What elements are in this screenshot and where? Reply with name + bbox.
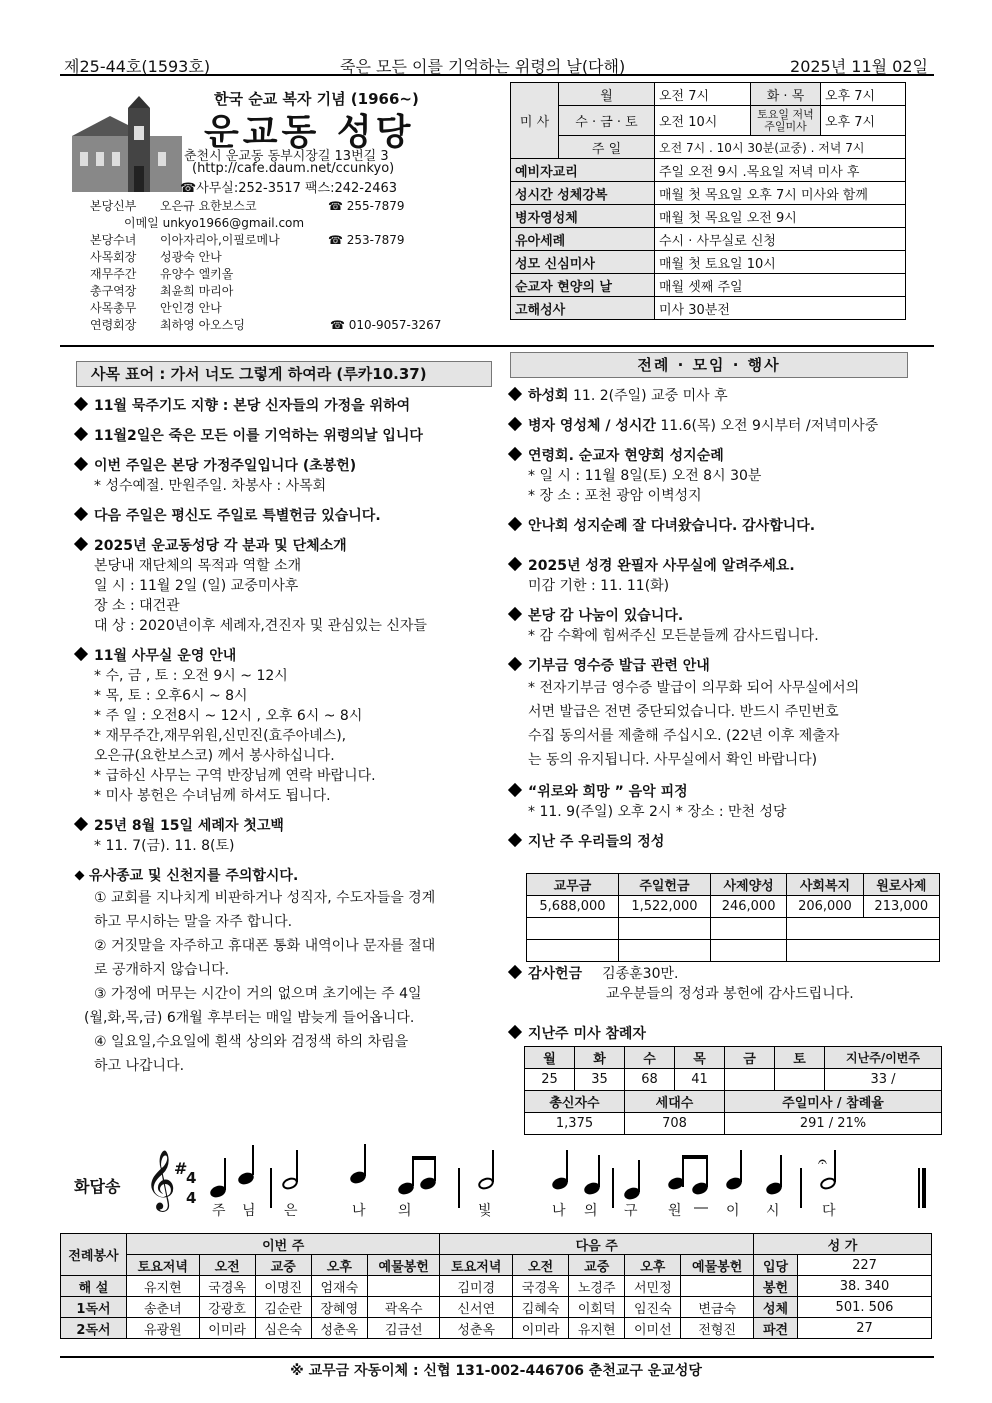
- duty-col: 예물봉헌: [681, 1255, 754, 1276]
- fermata-icon: 𝄐: [818, 1152, 827, 1171]
- duty-name: 이미라: [513, 1318, 569, 1339]
- notice-item: [76, 816, 506, 856]
- offering-header: 사제양성: [710, 874, 786, 896]
- bullet-icon: [508, 447, 522, 461]
- duty-next-week: 다음 주: [440, 1234, 754, 1255]
- offering-value: 206,000: [787, 896, 863, 918]
- notice-line: * 수, 금 , 토 : 오전 9시 ~ 12시: [94, 668, 288, 684]
- schedule-label: 순교자 현양의 날: [511, 274, 655, 297]
- notice-item: [510, 386, 950, 406]
- note-stem: [740, 1150, 742, 1182]
- staff-role: 사목총무: [90, 301, 137, 315]
- note-stem: [252, 1145, 254, 1175]
- notice-item: [76, 506, 506, 526]
- lyric-syllable: 구: [624, 1203, 638, 1219]
- notice-line: 대 상 : 2020년이후 세례자,견진자 및 관심있는 신자들: [94, 618, 427, 634]
- offering-value: 5,688,000: [527, 896, 619, 918]
- staff-list: [90, 198, 470, 334]
- staff-row: [90, 249, 470, 266]
- offering-value: 1,522,000: [618, 896, 710, 918]
- bullet-icon: [508, 387, 522, 401]
- notice-heading: 안나회 성지순례 잘 다녀왔습니다. 감사합니다.: [528, 518, 816, 534]
- lyric-syllable: 주: [212, 1203, 226, 1219]
- attendance-total-header: 주일미사 / 참례율: [725, 1091, 942, 1113]
- mass-label: 미 사: [511, 83, 559, 159]
- pastoral-motto: 사목 표어 : 가서 너도 그렇게 하여라 (루카10.37): [76, 361, 492, 387]
- bar-line: [918, 1168, 920, 1208]
- duty-name: 장혜영: [311, 1297, 367, 1318]
- duty-name: 이미라: [199, 1318, 255, 1339]
- staff-phone: ☎ 253-7879: [328, 233, 405, 247]
- staff-role: 연령회장: [90, 318, 137, 332]
- offering-table: [526, 873, 940, 962]
- schedule-day: 월: [559, 83, 655, 106]
- notice-heading: 유사종교 및 신천지를 주의합시다.: [89, 868, 299, 884]
- notice-line: * 급하신 사무는 구역 반장님께 연락 바랍니다.: [94, 768, 376, 784]
- schedule-value: 미사 30분전: [655, 297, 906, 320]
- attendance-total-value: 1,375: [525, 1113, 625, 1135]
- time-signature-icon: 4 4: [186, 1169, 197, 1207]
- notice-item: [76, 396, 506, 416]
- mass-schedule-table: [510, 82, 906, 320]
- offering-empty-cell: [618, 918, 710, 940]
- attendance-heading-row: [510, 1024, 950, 1044]
- duty-role: 2독서: [61, 1318, 127, 1339]
- note-stem: [834, 1150, 836, 1182]
- notice-item: [510, 446, 950, 506]
- duty-name: 이명진: [255, 1276, 311, 1297]
- liturgy-section-title: 전례 · 모임 · 행사: [510, 352, 908, 378]
- thanks-heading: 감사헌금: [528, 966, 583, 982]
- notice-line: ④ 일요일,수요일에 흰색 상의와 검정색 하의 차림을: [94, 1034, 409, 1050]
- bullet-icon: [74, 817, 88, 831]
- schedule-label: 성시간 성체강복: [511, 182, 655, 205]
- lyric-syllable: 님: [242, 1203, 256, 1219]
- notice-line: * 목, 토 : 오후6시 ~ 8시: [94, 688, 248, 704]
- notice-line: 일 시 : 11월 2일 (일) 교중미사후: [94, 578, 299, 594]
- notice-item: [76, 426, 506, 446]
- thanks-offering: [510, 964, 950, 1004]
- thanks-row: [510, 964, 950, 984]
- bullet-icon: [508, 607, 522, 621]
- duty-col: 교중: [569, 1255, 625, 1276]
- hymn-key: 성체: [754, 1297, 798, 1318]
- note-stem: [706, 1155, 708, 1187]
- staff-name: 최윤희 마리아: [160, 284, 234, 298]
- lyric-syllable: 다: [822, 1203, 836, 1219]
- notice-line: 오은규(요한보스코) 께서 봉사하십니다.: [94, 748, 335, 764]
- notice-line: 본당내 재단체의 목적과 역할 소개: [94, 558, 302, 574]
- hymn-key: 봉헌: [754, 1276, 798, 1297]
- attendance-total-value: 708: [625, 1113, 725, 1135]
- attendance-value: 25: [525, 1069, 575, 1091]
- final-bar-line: [922, 1168, 926, 1208]
- notice-line: 미감 기한 : 11. 11(화): [528, 578, 670, 594]
- duty-col: 토요저녁: [127, 1255, 200, 1276]
- notice-line: 장 소 : 대건관: [94, 598, 180, 614]
- notice-item: [510, 416, 950, 436]
- attendance-day: 화: [575, 1047, 625, 1069]
- duty-name: 성춘옥: [311, 1318, 367, 1339]
- notice-line: 는 동의 유지됩니다. 사무실에서 확인 바랍니다): [528, 752, 818, 768]
- offering-empty-cell: [710, 918, 786, 940]
- staff-row: [90, 232, 470, 249]
- offering-header: 교무금: [527, 874, 619, 896]
- staff-role: 사목회장: [90, 250, 137, 264]
- duty-name: 전형진: [681, 1318, 754, 1339]
- notice-heading: 11월2일은 죽은 모든 이를 기억하는 위령의날 입니다: [94, 428, 423, 444]
- duty-name: 김혜숙: [513, 1297, 569, 1318]
- parish-phone: ☎사무실:252-3517 팩스:242-2463: [180, 181, 398, 196]
- memorial-line: 한국 순교 복자 기념 (1966~): [214, 90, 419, 108]
- lyric-syllable: 의: [584, 1203, 598, 1219]
- attendance-value: 35: [575, 1069, 625, 1091]
- duty-name: 김미경: [440, 1276, 513, 1297]
- notice-heading: 본당 감 나눔이 있습니다.: [528, 608, 684, 624]
- attendance-day: 목: [675, 1047, 725, 1069]
- parish-address: 춘천시 운교동 동부시장길 13번길 3: [184, 149, 389, 164]
- section-divider: [60, 345, 934, 347]
- duty-name: 송춘녀: [127, 1297, 200, 1318]
- lyric-syllable: 시: [766, 1203, 780, 1219]
- attendance-heading: 지난주 미사 참례자: [528, 1026, 646, 1042]
- notice-item: [76, 866, 506, 1078]
- duty-role: 1독서: [61, 1297, 127, 1318]
- duty-name: [681, 1276, 754, 1297]
- duty-col: 토요저녁: [440, 1255, 513, 1276]
- bulletin-date: 2025년 11월 02일: [790, 57, 928, 76]
- notice-line: 서면 발급은 전면 중단되었습니다. 반드시 주민번호: [528, 704, 839, 720]
- note-stem: [780, 1155, 782, 1187]
- treble-clef-icon: 𝄞: [145, 1150, 176, 1210]
- duty-name: 노경주: [569, 1276, 625, 1297]
- note-stem: [364, 1144, 366, 1176]
- schedule-time: 오후 7시: [821, 106, 906, 136]
- staff-row: [90, 215, 470, 232]
- lyric-syllable: 빛: [478, 1203, 492, 1219]
- attendance-day: 지난주/이번주: [825, 1047, 942, 1069]
- schedule-label: 예비자교리: [511, 159, 655, 182]
- duty-this-week: 이번 주: [127, 1234, 440, 1255]
- notice-line: * 장 소 : 포천 광암 이벽성지: [528, 488, 702, 504]
- attendance-value: 41: [675, 1069, 725, 1091]
- bullet-icon: [508, 417, 522, 431]
- notice-detail: 11.6(목) 오전 9시부터 /저녁미사중: [655, 418, 879, 434]
- attendance-day: 월: [525, 1047, 575, 1069]
- offering-header: 주일헌금: [618, 874, 710, 896]
- duty-row-head: 전례봉사: [61, 1234, 127, 1276]
- schedule-value: 매월 첫 목요일 오후 7시 미사와 함께: [655, 182, 906, 205]
- notice-item: [510, 606, 950, 646]
- duty-name: [367, 1276, 440, 1297]
- duty-name: 심은숙: [255, 1318, 311, 1339]
- duty-name: 유지현: [127, 1276, 200, 1297]
- notice-line: * 전자기부금 영수증 발급이 의무화 되어 사무실에서의: [528, 680, 860, 696]
- staff-name: 유양수 엘키올: [160, 267, 234, 281]
- bullet-icon: [508, 657, 522, 671]
- notice-heading: 이번 주일은 본당 가정주일입니다 (초봉헌): [94, 458, 357, 474]
- notice-item: [76, 456, 506, 496]
- schedule-label: 성모 신심미사: [511, 251, 655, 274]
- sharp-icon: #: [174, 1159, 188, 1178]
- notice-heading: 11월 묵주기도 지향 : 본당 신자들의 가정을 위하여: [94, 398, 411, 414]
- notice-line: 하고 무시하는 말을 자주 합니다.: [94, 914, 293, 930]
- duty-name: 국경옥: [199, 1276, 255, 1297]
- duty-name: 김금선: [367, 1318, 440, 1339]
- schedule-time: 오전 7시: [655, 83, 751, 106]
- staff-name: 성광숙 안나: [160, 250, 222, 264]
- duty-col: 예물봉헌: [367, 1255, 440, 1276]
- bar-line: [270, 1168, 272, 1208]
- staff-name: 안인경 안나: [160, 301, 222, 315]
- attendance-total-value: 291 / 21%: [725, 1113, 942, 1135]
- duty-name: 유광원: [127, 1318, 200, 1339]
- note-stem: [224, 1158, 226, 1190]
- note-stem: [638, 1160, 640, 1192]
- notice-heading: 병자 영성체 / 성시간: [528, 418, 656, 434]
- lyric-syllable: 은: [284, 1203, 298, 1219]
- duty-name: 성춘옥: [440, 1318, 513, 1339]
- schedule-day: 주 일: [559, 136, 655, 159]
- note-stem: [682, 1155, 684, 1187]
- offering-value: 213,000: [863, 896, 939, 918]
- notice-heading: 기부금 영수증 발급 관련 안내: [528, 658, 710, 674]
- staff-phone: ☎ 010-9057-3267: [330, 318, 442, 332]
- duty-name: 신서연: [440, 1297, 513, 1318]
- hymn-value: 27: [798, 1318, 932, 1339]
- lyric-syllable: 원: [668, 1203, 682, 1219]
- hymn-value: 38. 340: [798, 1276, 932, 1297]
- offering-empty-cell: [527, 940, 619, 962]
- duty-name: 임진숙: [625, 1297, 681, 1318]
- schedule-label: 고해성사: [511, 297, 655, 320]
- attendance-value: 33 /: [825, 1069, 942, 1091]
- offering-empty-cell: [710, 940, 786, 962]
- attendance-value: 68: [625, 1069, 675, 1091]
- duty-col: 오후: [625, 1255, 681, 1276]
- duty-name: 강광호: [199, 1297, 255, 1318]
- notice-line: ② 거짓말을 자주하고 휴대폰 통화 내역이나 문자를 절대: [94, 938, 436, 954]
- duty-col: 오전: [199, 1255, 255, 1276]
- staff-name: 오은규 요한보스코: [160, 199, 257, 213]
- notice-item: [510, 656, 950, 772]
- attendance-day: 수: [625, 1047, 675, 1069]
- schedule-day: 수 · 금 · 토: [559, 106, 655, 136]
- staff-row: [90, 198, 470, 215]
- bar-line: [458, 1168, 460, 1208]
- notice-item: [510, 782, 950, 822]
- notice-line: * 주 일 : 오전8시 ~ 12시 , 오후 6시 ~ 8시: [94, 708, 363, 724]
- attendance-total-header: 총신자수: [525, 1091, 625, 1113]
- notice-line: * 11. 7(금). 11. 8(토): [94, 838, 235, 854]
- offering-header: 원로사제: [863, 874, 939, 896]
- note-stem: [296, 1150, 298, 1182]
- hymn-value: 501. 506: [798, 1297, 932, 1318]
- duty-name: 유지현: [569, 1318, 625, 1339]
- staff-role: 본당수녀: [90, 233, 137, 247]
- note-stem: [566, 1150, 568, 1182]
- schedule-value: 주일 오전 9시 .목요일 저녁 미사 후: [655, 159, 906, 182]
- thanks-donor: 김종훈30만.: [602, 966, 679, 982]
- duty-col: 오전: [513, 1255, 569, 1276]
- notice-line: * 재무주간,재무위원,신민진(효주아녜스),: [94, 728, 347, 744]
- notice-item: [510, 556, 950, 596]
- footer-divider: [60, 1356, 934, 1358]
- notice-heading: 하성회: [528, 388, 569, 404]
- staff-row: [90, 266, 470, 283]
- attendance-value: [725, 1069, 775, 1091]
- notice-heading: 2025년 운교동성당 각 분과 및 단체소개: [94, 538, 347, 554]
- attendance-table: [524, 1046, 942, 1135]
- duty-name: 엄재숙: [311, 1276, 367, 1297]
- bullet-icon: [74, 647, 88, 661]
- hymn-key: 입당: [754, 1255, 798, 1276]
- duty-name: 서민정: [625, 1276, 681, 1297]
- notice-line: 수집 동의서를 제출해 주십시오. (22년 이후 제출자: [528, 728, 840, 744]
- lyric-syllable: ―: [694, 1200, 708, 1216]
- bullet-icon: [508, 557, 522, 571]
- schedule-label: 병자영성체: [511, 205, 655, 228]
- staff-phone: ☎ 255-7879: [328, 199, 405, 213]
- liturgy-duty-table: [60, 1233, 932, 1339]
- bullet-icon: [508, 783, 522, 797]
- notice-line: * 일 시 : 11월 8일(토) 오전 8시 30분: [528, 468, 762, 484]
- thanks-message: 교우분들의 정성과 봉헌에 감사드립니다.: [606, 986, 854, 1002]
- schedule-time: 오전 7시 . 10시 30분(교중) . 저녁 7시: [655, 136, 906, 159]
- hymn-key: 파견: [754, 1318, 798, 1339]
- schedule-value: 수시 · 사무실로 신청: [655, 228, 906, 251]
- left-notices: [76, 396, 506, 1078]
- attendance-total-header: 세대수: [625, 1091, 725, 1113]
- bullet-icon: [74, 457, 88, 471]
- bullet-icon: [74, 397, 88, 411]
- duty-hymn: 성 가: [754, 1234, 932, 1255]
- note-stem: [598, 1155, 600, 1187]
- schedule-time: 오전 10시: [655, 106, 751, 136]
- duty-col: 교중: [255, 1255, 311, 1276]
- bullet-icon: [508, 517, 522, 531]
- notice-line: (월,화,목,금) 6개월 후부터는 매일 밤늦게 들어옵니다.: [84, 1010, 415, 1026]
- notice-item: [76, 536, 506, 636]
- notice-line: * 11. 9(주일) 오후 2시 * 장소 : 만천 성당: [528, 804, 787, 820]
- staff-row: [90, 300, 470, 317]
- bulletin-title: 죽은 모든 이를 기억하는 위령의 날(다해): [340, 57, 626, 76]
- duty-name: 곽옥수: [367, 1297, 440, 1318]
- staff-email[interactable]: 이메일 unkyo1966@gmail.com: [124, 216, 305, 230]
- notice-line: * 감 수확에 힘써주신 모든분들께 감사드립니다.: [528, 628, 819, 644]
- notice-heading: 2025년 성경 완필자 사무실에 알려주세요.: [528, 558, 795, 574]
- lyric-syllable: 이: [726, 1203, 740, 1219]
- bullet-icon: [508, 965, 522, 979]
- schedule-day: 토요일 저녁 주일미사: [751, 106, 821, 136]
- schedule-time: 오후 7시: [821, 83, 906, 106]
- notice-line: ③ 가정에 머무는 시간이 거의 없으며 초기에는 주 4일: [94, 986, 422, 1002]
- footer-bank-info: ※ 교무금 자동이체 : 신협 131-002-446706 춘천교구 운교성당: [290, 1363, 702, 1379]
- beam: [682, 1155, 708, 1159]
- offering-empty-cell: [787, 940, 940, 962]
- staff-role: 총구역장: [90, 284, 137, 298]
- duty-role: 해 설: [61, 1276, 127, 1297]
- staff-row: [90, 283, 470, 300]
- parish-name: 운교동 성당: [204, 112, 415, 153]
- notice-heading: 다음 주일은 평신도 주일로 특별헌금 있습니다.: [94, 508, 381, 524]
- schedule-value: 매월 첫 목요일 오전 9시: [655, 205, 906, 228]
- schedule-label: 유아세례: [511, 228, 655, 251]
- notice-heading: 11월 사무실 운영 안내: [94, 648, 237, 664]
- notice-item: [510, 832, 950, 852]
- schedule-value: 매월 셋째 주일: [655, 274, 906, 297]
- duty-name: 국경옥: [513, 1276, 569, 1297]
- notice-line: 하고 나갑니다.: [94, 1058, 185, 1074]
- offering-header: 사회복지: [787, 874, 863, 896]
- notice-heading: 지난 주 우리들의 정성: [528, 834, 665, 850]
- staff-name: 이아자리아,이필로메나: [160, 233, 280, 247]
- bullet-icon: [74, 507, 88, 521]
- lyric-syllable: 나: [352, 1203, 366, 1219]
- duty-col: 오후: [311, 1255, 367, 1276]
- attendance-day: 금: [725, 1047, 775, 1069]
- staff-row: [90, 317, 470, 334]
- bullet-icon: [75, 871, 85, 881]
- parish-url[interactable]: (http://cafe.daum.net/ccunkyo): [192, 161, 395, 176]
- attendance-value: [775, 1069, 825, 1091]
- notice-line: * 성수예절. 만원주일. 차봉사 : 사목회: [94, 478, 327, 494]
- note-stem: [492, 1150, 494, 1182]
- psalm-label: 화답송: [74, 1177, 121, 1196]
- offering-empty-cell: [527, 918, 619, 940]
- beam: [412, 1156, 436, 1160]
- notice-line: * 미사 봉헌은 수녀님께 하셔도 됩니다.: [94, 788, 331, 804]
- staff-role: 본당신부: [90, 199, 137, 213]
- masthead: [60, 52, 934, 76]
- staff-role: 재무주간: [90, 267, 137, 281]
- bar-line: [800, 1168, 802, 1208]
- notice-detail: 11. 2(주일) 교중 미사 후: [568, 388, 728, 404]
- schedule-value: 매월 첫 토요일 10시: [655, 251, 906, 274]
- staff-name: 최하영 아오스딩: [160, 318, 245, 332]
- right-notices: [510, 386, 950, 852]
- notice-heading: 연령회. 순교자 현양회 성지순례: [528, 448, 724, 464]
- bullet-icon: [508, 1025, 522, 1039]
- notice-line: 로 공개하지 않습니다.: [94, 962, 230, 978]
- notice-item: [76, 646, 506, 806]
- duty-name: 이회덕: [569, 1297, 625, 1318]
- notice-item: [510, 516, 950, 536]
- offering-empty-cell: [618, 940, 710, 962]
- issue-number: 제25-44호(1593호): [64, 57, 211, 76]
- church-illustration: [70, 96, 188, 196]
- notice-line: ① 교회를 지나치게 비판하거나 성직자, 수도자들을 경계: [94, 890, 436, 906]
- notice-heading: 25년 8월 15일 세례자 첫고백: [94, 818, 284, 834]
- duty-name: 김순란: [255, 1297, 311, 1318]
- duty-name: 변금숙: [681, 1297, 754, 1318]
- bullet-icon: [74, 427, 88, 441]
- lyric-syllable: 의: [398, 1203, 412, 1219]
- duty-name: 이미선: [625, 1318, 681, 1339]
- lyric-syllable: 나: [552, 1203, 566, 1219]
- schedule-day: 화 · 목: [751, 83, 821, 106]
- offering-empty-cell: [787, 918, 940, 940]
- note-stem: [412, 1156, 414, 1186]
- bullet-icon: [508, 833, 522, 847]
- hymn-value: 227: [798, 1255, 932, 1276]
- bar-line: [612, 1168, 614, 1208]
- notice-heading: “위로와 희망 ” 음악 피정: [528, 784, 688, 800]
- attendance-day: 토: [775, 1047, 825, 1069]
- bullet-icon: [74, 537, 88, 551]
- offering-value: 246,000: [710, 896, 786, 918]
